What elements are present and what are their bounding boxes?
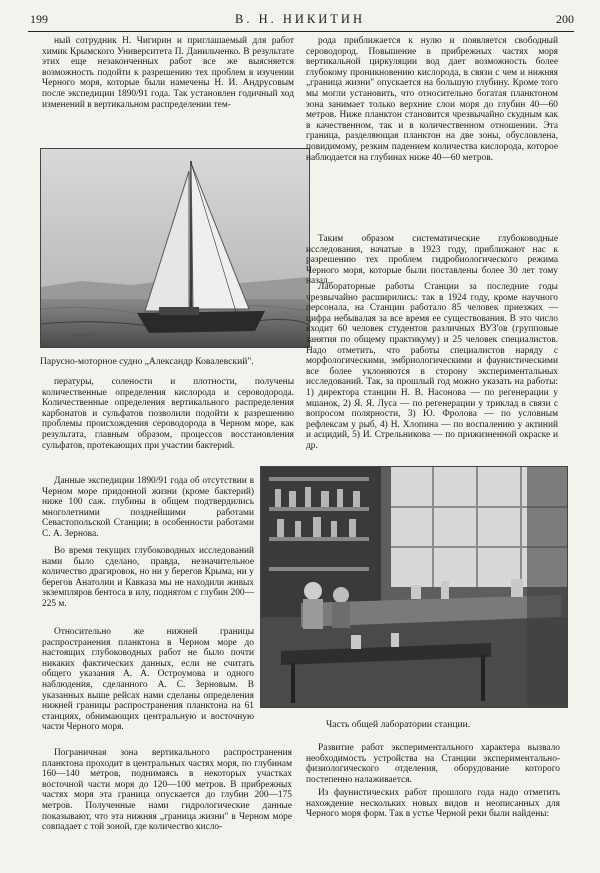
laboratory-illustration (261, 467, 567, 707)
left-paragraph-4: Во время текущих глубоководных исследований нами было сделано, правда, незначительное количество драгировок, но ни у берегов Крыма, ни у берегов Анатолии и Кавказа мы не находили живых экземпляров бентоса в илу, поднятом с глубин 200—225 м. (42, 546, 254, 609)
right-paragraph-3: Лабораторные работы Станции за последние годы чрезвычайно расширились: так в 1924 году, кроме научного персонала, на Станции работало 85 человек приезжих — цифра небывалая за все время ее существования. В это число входит 60 человек студентов различных ВУЗ'ов (групповые занятия по общему практикуму) и 25 человек специалистов. Надо отметить, что работы специалистов наряду с морфологическими, эмбриологическими и фаунистическими все более уклоняются в сторону экспериментальных исследований. Так, за прошлый год можно указать на работы: 1) директора станции Н. В. Насонова — по регенерации у мшанок, 2) Я. Я. Луса — по регенерации у триклад в связи с вопросом полярности, 3) Ю. Фролова — по условным рефлексам у рыб, 4) Н. Хлопина — по воспалению у актиний и асцидий, 5) И. Стрельникова — по прижизненной окраске и др. (306, 282, 558, 451)
left-paragraph-1: ный сотрудник Н. Чигирин и приглашаемый для работ химик Крымского Университета П. Данильченко. В результате этих еще незаконченных работ все же выясняется возможность подойти к разрешению тех проблем в изучении Черного моря, которые были намечены Н. И. Андрусовым после экспедиции 1890/91 года. Так установлен годичный ход изменений в вертикальном распределении тем- (42, 36, 294, 110)
left-paragraph-6: Пограничная зона вертикального распространения планктона проходит в центральных частях моря, по глубинам 160—140 метров, поднимаясь в некоторых участках восточной части моря до 120—100 метров. В прибрежных частях моря эта граница опускается до глубин 200—175 метров. Полученные нами гидрологические данные показывают, что эта нижняя „граница жизни" в Черном море совпадает с той зоной, где количество кисло- (42, 748, 292, 833)
page-number-left: 199 (30, 12, 48, 26)
sailboat-photo (40, 148, 310, 348)
left-paragraph-3: Данные экспедиции 1890/91 года об отсутствии в Черном море придонной жизни (кроме бактерий) ниже 100 саж. глубины в общем подтвердились многолетними позднейшими работами Севастопольской Станции; в особенности работами С. А. Зернова. (42, 476, 254, 539)
lab-caption: Часть общей лаборатории станции. (326, 719, 471, 730)
right-paragraph-1: рода приближается к нулю и появляется свободный сероводород. Повышение в прибрежных частях моря вертикальной циркуляции вод дает возможность более глубокому проникновению кислорода, в связи с чем и нижняя „граница жизни" опускается на большую глубину. Кроме того мы могли установить, что относительно богатая планктоном зона занимает только верхние слои моря до глубин 40—60 метров. Ниже планктон становится чрезвычайно скудным как в качественном, так и в количественном отношении. Эта граница, разделяющая планктон на две зоны, обусловлена, повидимому, резким падением количества кислорода, которое наблюдается на глубинах ниже 40—60 метров. (306, 36, 558, 163)
left-paragraph-5: Относительно же нижней границы распространения планктона в Черном море до настоящих глубоководных работ не было почти никаких фактических данных, если не считать общего указания А. А. Остроумова и одного наблюдения, сделанного А. С. Зерновым. В указанных выше рейсах нами сделаны определения нижней границы распространения планктона на 61 станциях, обнимающих центральную и восточную части Черного моря. (42, 627, 254, 733)
laboratory-photo (260, 466, 568, 708)
left-paragraph-2: пературы, солености и плотности, получены количественные определения кислорода и сероводорода. Количественные определения вертикального распределения карбонатов и сульфатов позволили подойти к разрешению проблемы происхождения сероводорода в Черном море, как результата, главным образом, процессов восстановления сульфатов, протекающих при участии бактерий. (42, 377, 294, 451)
right-paragraph-4: Развитие работ экспериментального характера вызвало необходимость устройства на Станции экспериментально-физиологического отделения, оборудование которого постепенно налаживается. (306, 743, 560, 785)
right-paragraph-5: Из фаунистических работ прошлого года надо отметить нахождение нескольких новых видов и неописанных для Черного моря форм. Так в устье Черной реки были найдены: (306, 788, 560, 820)
sailboat-illustration (41, 149, 309, 347)
running-title: В. Н. НИКИТИН (235, 12, 365, 26)
right-paragraph-2: Таким образом систематические глубоководные исследования, начатые в 1923 году, приближают нас к разрешению тех проблем гидробиологического режима Черного моря, которые были поставлены более 30 лет тому назад. (306, 234, 558, 287)
header-rule (28, 31, 574, 32)
page-number-right: 200 (556, 12, 574, 26)
boat-caption: Парусно-моторное судно „Александр Ковалевский". (40, 356, 254, 367)
